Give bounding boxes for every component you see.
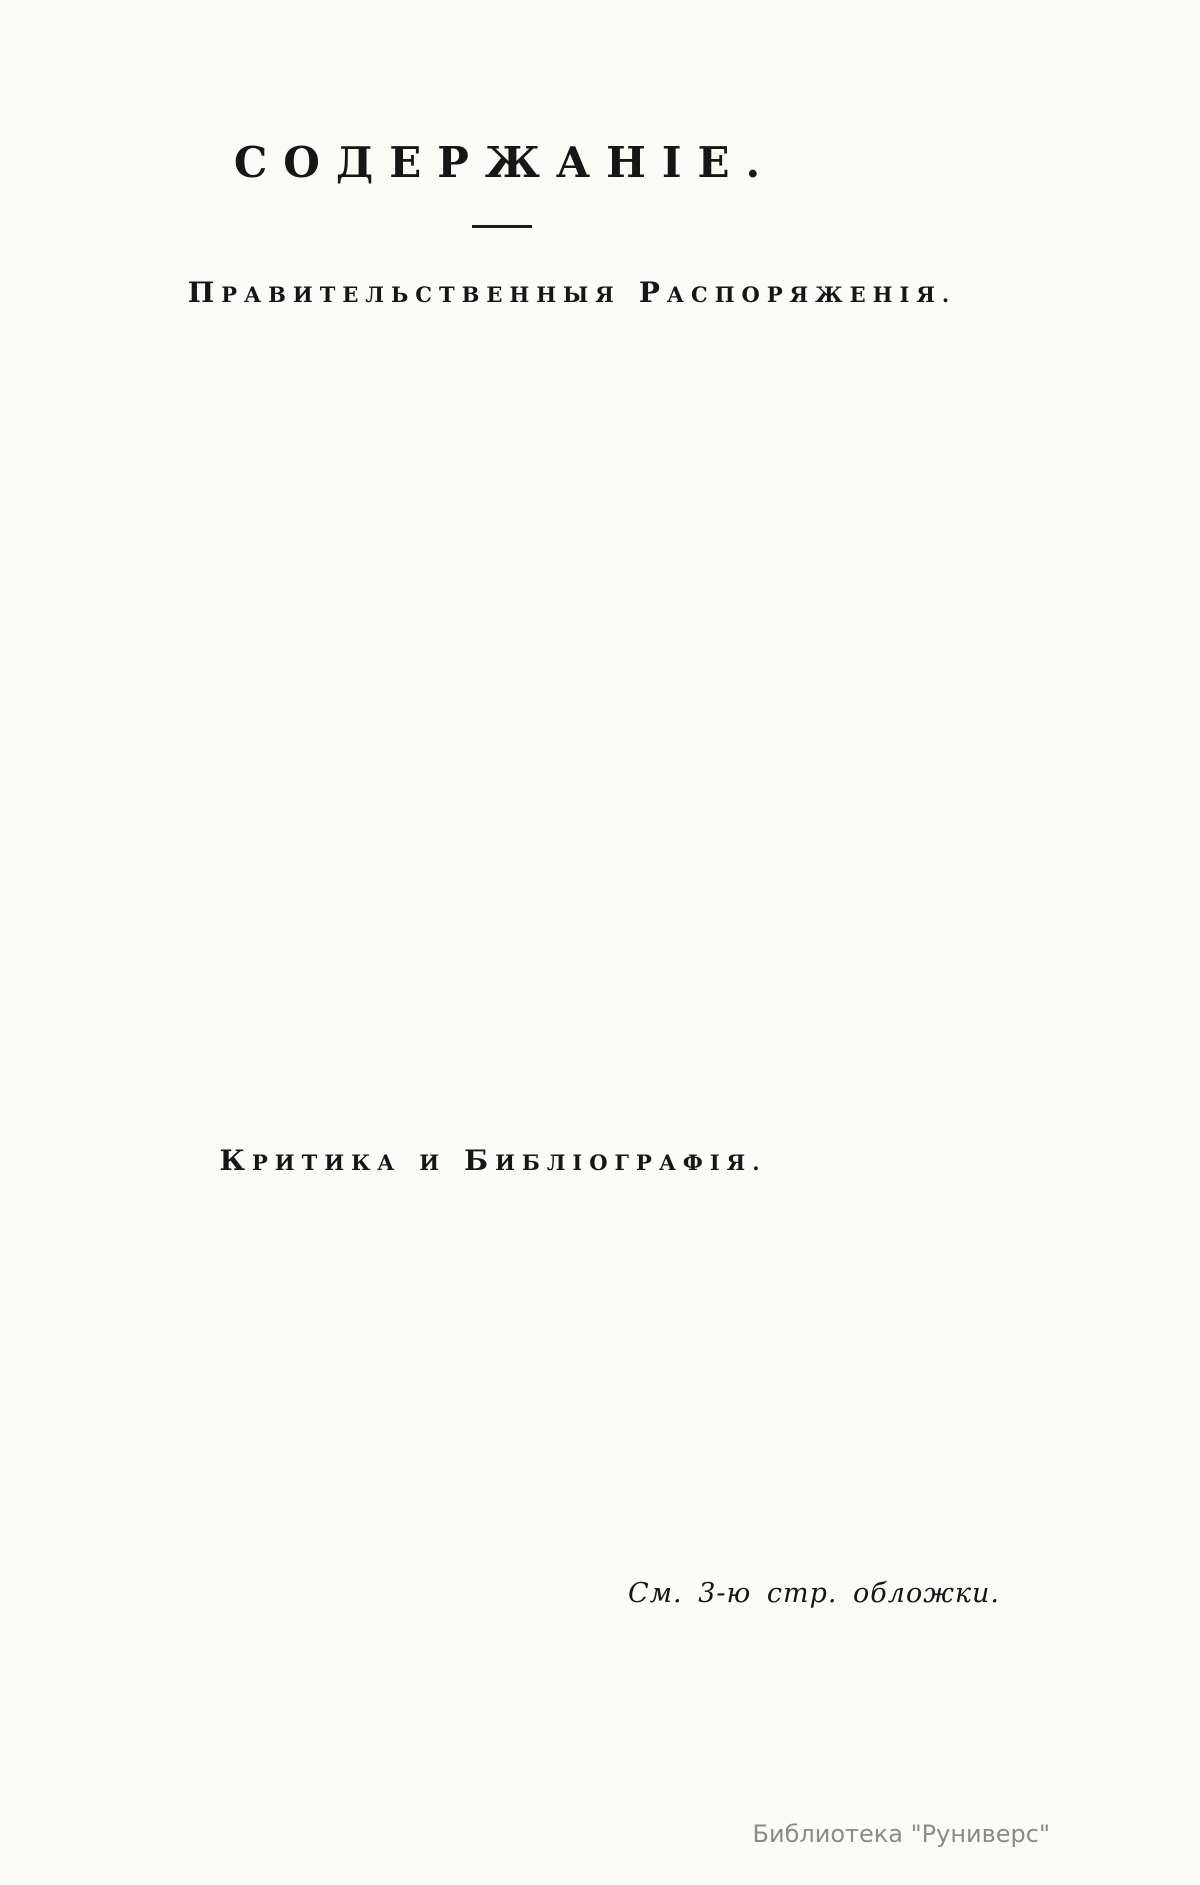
section-heading-government-orders bbox=[0, 276, 1172, 309]
heading-word: РАСПОРЯЖЕНІЯ. bbox=[638, 276, 957, 309]
cover-page-footnote: См. 3-ю стр. обложки. bbox=[627, 1578, 1000, 1609]
runivers-library-watermark: Библиотека "Руниверс" bbox=[752, 1820, 1050, 1848]
heading-word: И bbox=[419, 1150, 447, 1175]
section-heading-critique-bibliography bbox=[0, 1144, 1093, 1177]
heading-word: ПРАВИТЕЛЬСТВЕННЫЯ bbox=[187, 276, 621, 309]
title-divider-rule bbox=[472, 225, 532, 228]
page-title: СОДЕРЖАНІЕ. bbox=[233, 138, 777, 187]
heading-word: БИБЛІОГРАФІЯ. bbox=[464, 1144, 767, 1177]
heading-word: КРИТИКА bbox=[219, 1144, 402, 1177]
